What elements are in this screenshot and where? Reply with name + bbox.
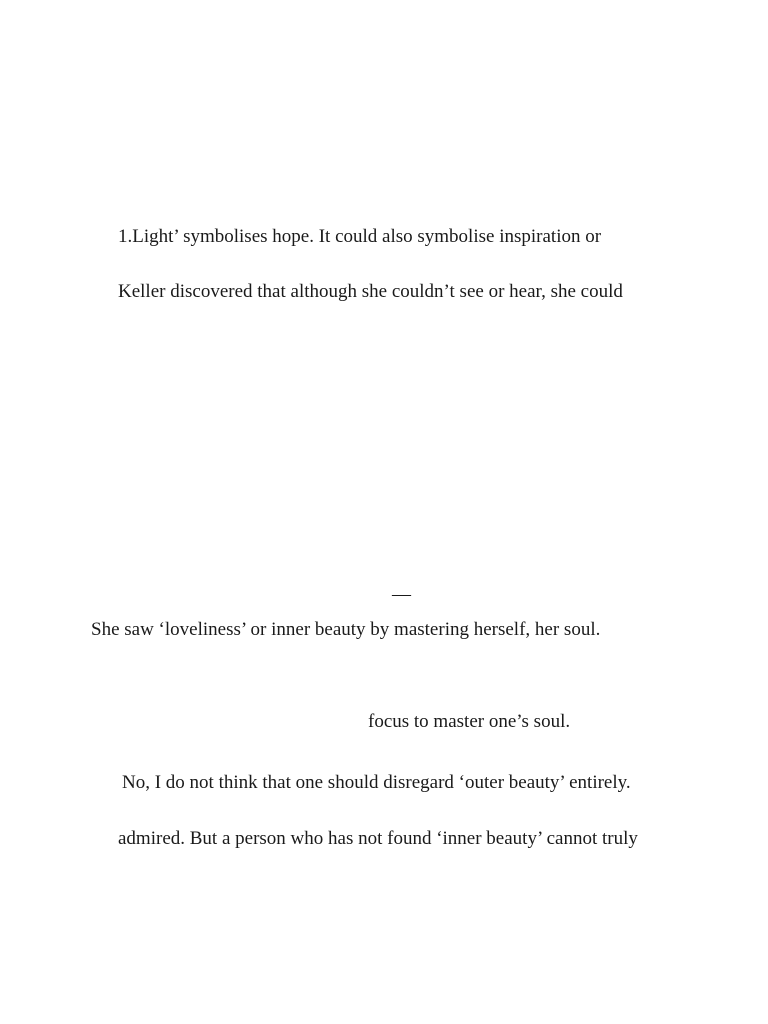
text-line-she-saw-loveliness: She saw ‘loveliness’ or inner beauty by mastering herself, her soul. [91,619,601,640]
text-line-light-symbolises-hope: 1.Light’ symbolises hope. It could also symbolise inspiration or [118,226,602,247]
text-line-keller-discovered: Keller discovered that although she couldn’t see or hear, she could [118,281,623,302]
text-line-no-i-do-not-think: No, I do not think that one should disregard ‘outer beauty’ entirely. [122,772,631,793]
text-line-focus-to-master: focus to master one’s soul. [368,711,571,732]
text-line-admired: admired. But a person who has not found ‘inner beauty’ cannot truly [118,828,638,849]
text-line-dash: — [392,584,411,605]
